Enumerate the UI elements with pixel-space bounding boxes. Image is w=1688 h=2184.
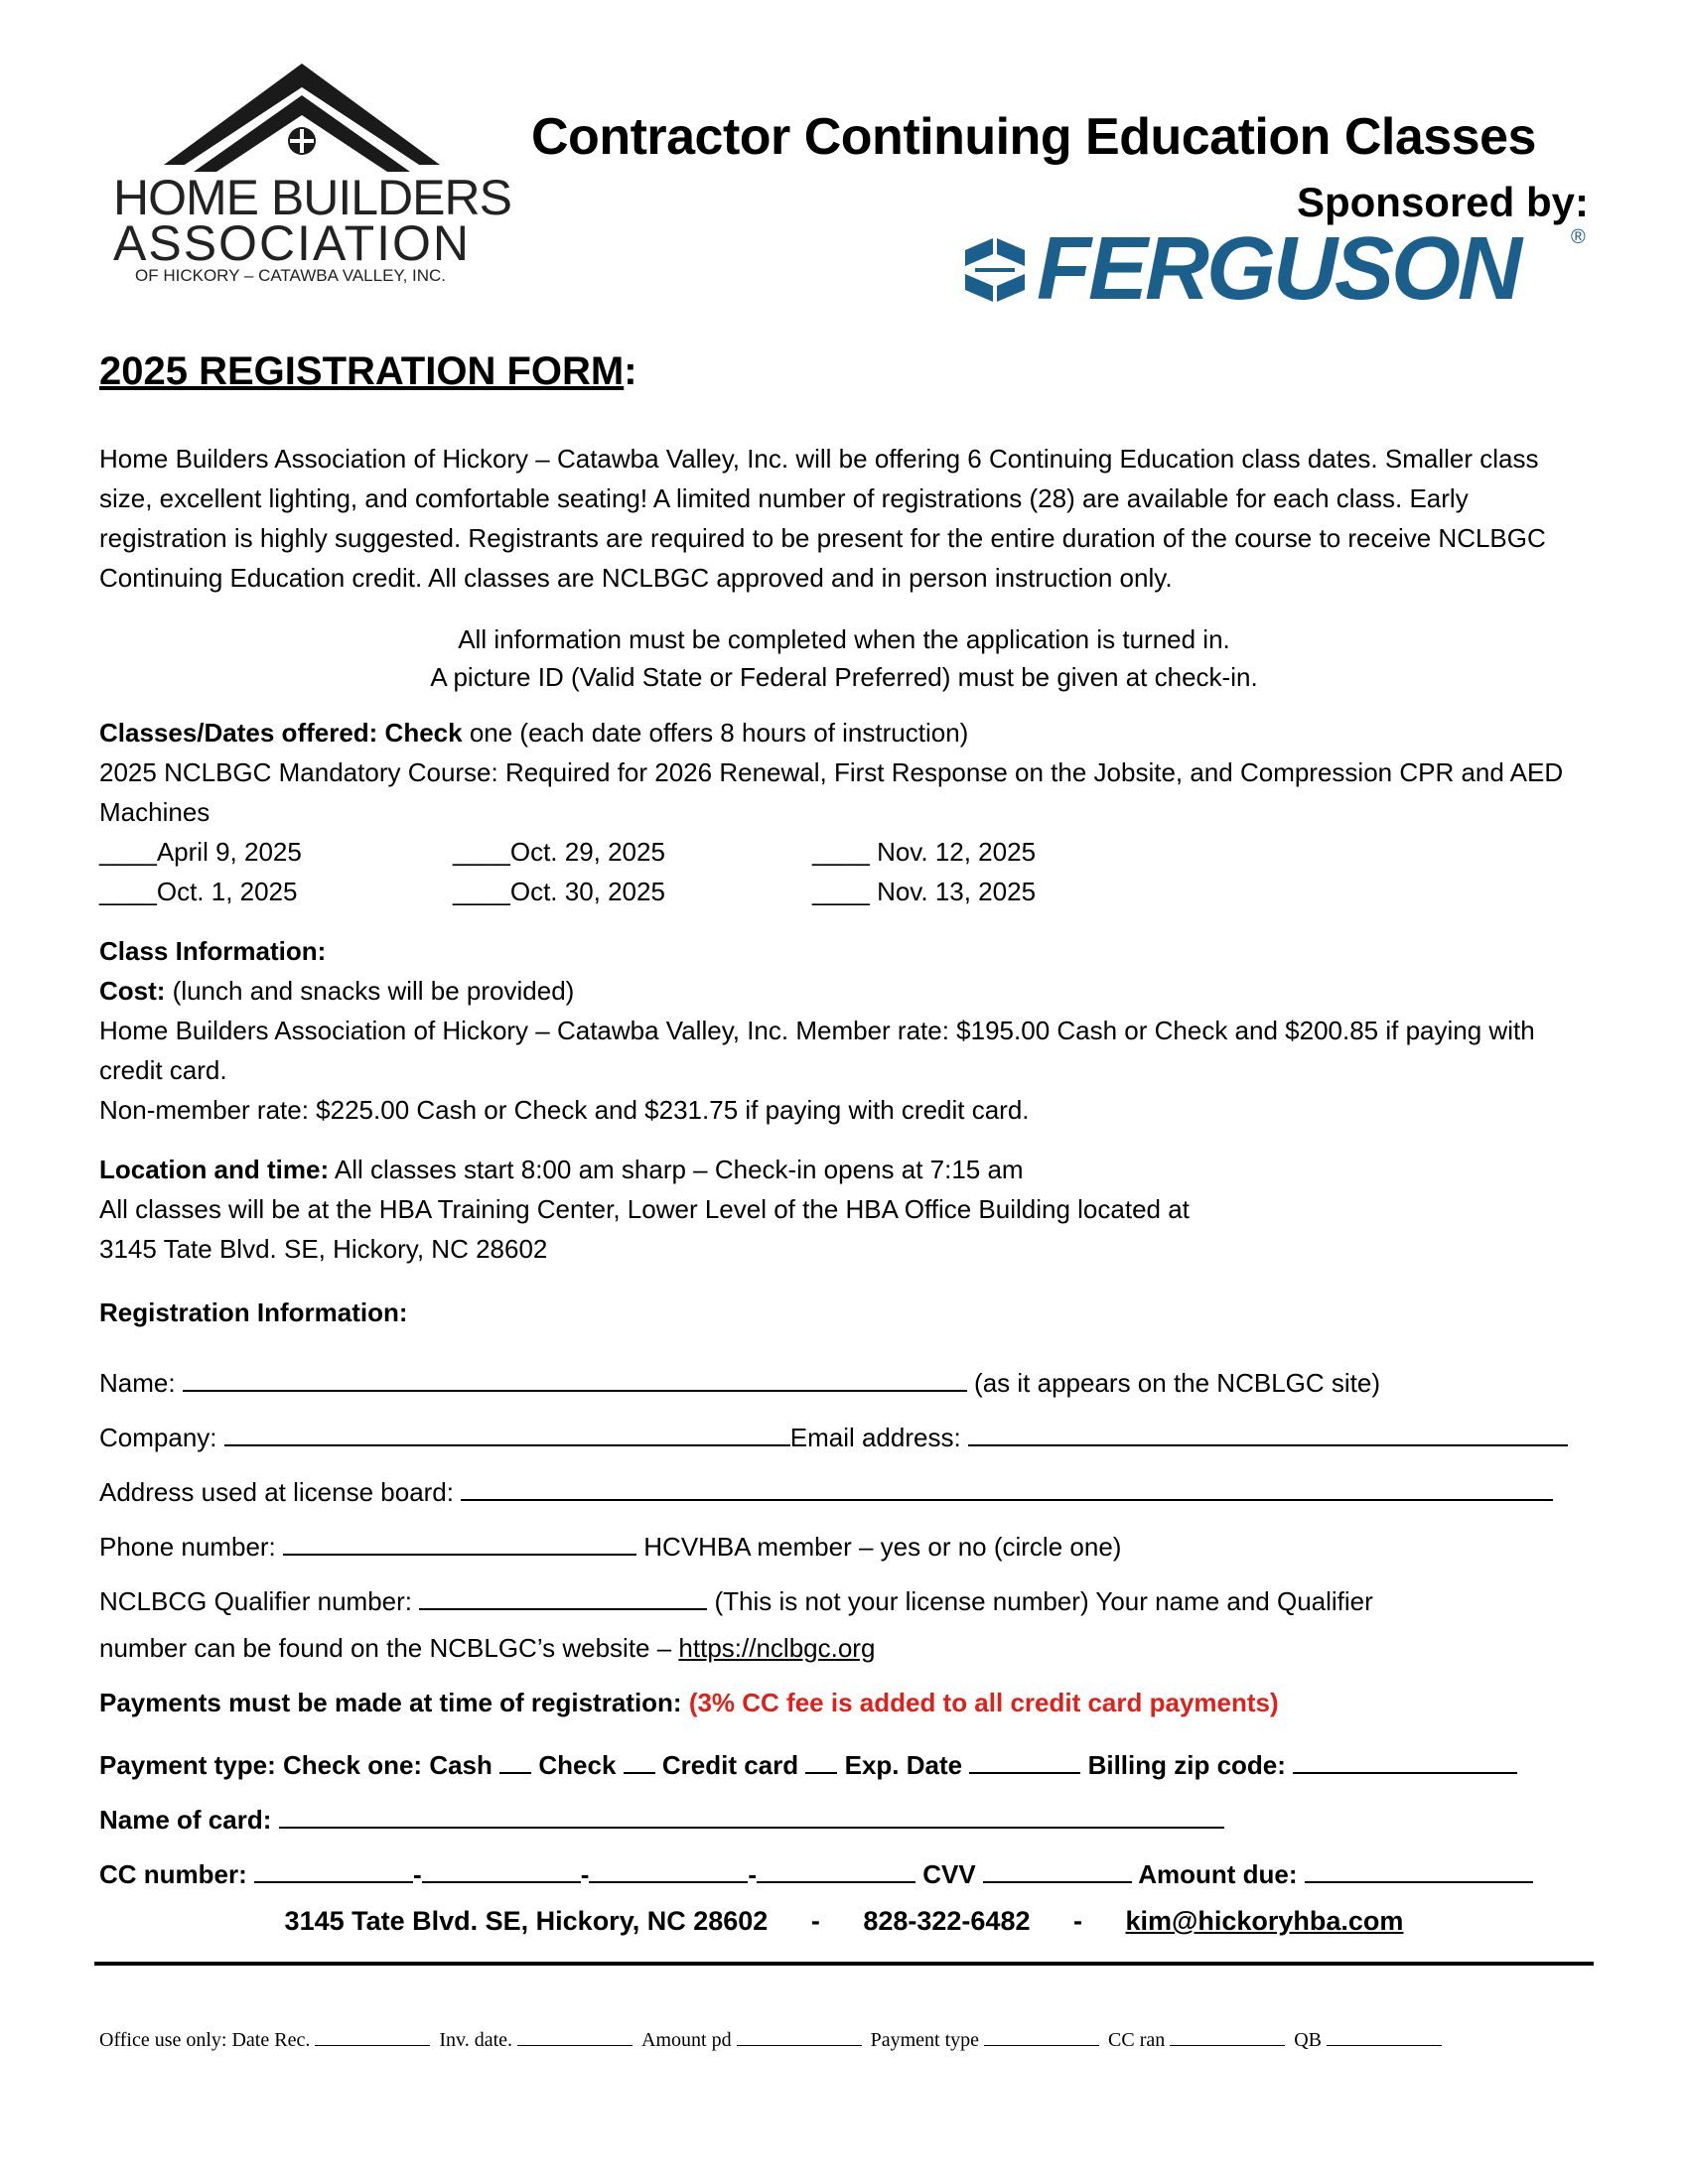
cvv-field[interactable] <box>983 1851 1132 1883</box>
course-description: 2025 NCLBGC Mandatory Course: Required for 2026 Renewal, First Response on the Jobsite, and Compression CPR and AED Machines <box>99 757 1564 827</box>
address-field[interactable] <box>461 1469 1553 1501</box>
office-qb-field[interactable] <box>1327 2025 1442 2046</box>
logo-line3: OF HICKORY – CATAWBA VALLEY, INC. <box>135 266 447 285</box>
office-ptype-field[interactable] <box>984 2025 1099 2046</box>
check-field[interactable] <box>624 1742 655 1774</box>
office-date-label: Office use only: Date Rec. <box>99 2029 311 2051</box>
nonmember-rate: Non-member rate: $225.00 Cash or Check and $231.75 if paying with credit card. <box>99 1095 1030 1125</box>
form-title <box>99 349 637 394</box>
date-option[interactable]: ____Oct. 1, 2025 <box>99 877 298 906</box>
cc-row <box>99 1851 1533 1890</box>
cost-line <box>99 971 574 1011</box>
office-inv-label: Inv. date. <box>439 2029 513 2051</box>
qualifier-line2: number can be found on the NCBLGC’s website – <box>99 1633 679 1663</box>
member-rate: Home Builders Association of Hickory – Catawba Valley, Inc. Member rate: $195.00 Cash or Check and $200.85 if paying with credit card. <box>99 1016 1535 1085</box>
ferguson-logo <box>955 219 1591 319</box>
office-qb-label: QB <box>1294 2029 1323 2051</box>
cc-field-1[interactable] <box>254 1851 413 1883</box>
cc-field-3[interactable] <box>589 1851 748 1883</box>
email-label: Email address: <box>789 1423 961 1452</box>
cc-dash: - <box>413 1859 422 1889</box>
cost-note: (lunch and snacks will be provided) <box>165 976 575 1006</box>
nclbgc-link[interactable]: https://nclbgc.org <box>678 1633 876 1663</box>
payment-type-label: Payment type: Check one: Cash <box>99 1750 492 1780</box>
address-row <box>99 1469 1553 1508</box>
intro-paragraph: Home Builders Association of Hickory – Catawba Valley, Inc. will be offering 6 Continuing Education class dates. Smaller class size, excellent lighting, and comfortable seating! A limited number of registrations (28) are available for each class. Early registration is highly suggested. Registrants are required to be present for the entire duration of the course to receive NCLBGC Continuing Education credit. All classes are NCLBGC approved and in person instruction only. <box>99 444 1546 593</box>
ferguson-mark-icon <box>955 230 1035 310</box>
office-cc-field[interactable] <box>1170 2025 1285 2046</box>
cash-field[interactable] <box>499 1742 531 1774</box>
ferguson-registered: ® <box>1571 226 1586 248</box>
payment-type-row <box>99 1742 1517 1781</box>
location-label: Location and time: <box>99 1155 330 1184</box>
qualifier-label: NCLBCG Qualifier number: <box>99 1586 412 1616</box>
location-time: All classes start 8:00 am sharp – Check-in opens at 7:15 am <box>329 1155 1024 1184</box>
classes-label-rest: one (each date offers 8 hours of instruction) <box>462 718 969 748</box>
amount-due-field[interactable] <box>1305 1851 1533 1883</box>
class-info-heading: Class Information: <box>99 936 327 966</box>
date-option[interactable]: ____Oct. 29, 2025 <box>453 837 665 867</box>
credit-label: Credit card <box>661 1750 799 1780</box>
date-option[interactable]: ____ Nov. 13, 2025 <box>812 877 1037 906</box>
phone-label: Phone number: <box>99 1532 276 1562</box>
hba-logo <box>109 58 511 296</box>
footer-sep: - <box>810 1906 820 1936</box>
office-inv-field[interactable] <box>517 2025 633 2046</box>
date-option[interactable]: ____ Nov. 12, 2025 <box>812 837 1037 867</box>
logo-line2: ASSOCIATION <box>113 215 472 271</box>
classes-label: Classes/Dates offered: Check <box>99 718 463 748</box>
form-title-text: 2025 REGISTRATION FORM <box>99 349 625 393</box>
company-label: Company: <box>99 1423 217 1452</box>
notice-line2: A picture ID (Valid State or Federal Preferred) must be given at check-in. <box>430 662 1258 692</box>
footer-divider <box>94 1962 1594 1966</box>
card-name-label: Name of card: <box>99 1805 272 1835</box>
cc-dash: - <box>748 1859 758 1889</box>
cc-number-label: CC number: <box>99 1859 247 1889</box>
qualifier-note: (This is not your license number) Your name and Qualifier <box>714 1586 1373 1616</box>
location-address: 3145 Tate Blvd. SE, Hickory, NC 28602 <box>99 1234 548 1264</box>
cost-label: Cost: <box>99 976 166 1006</box>
office-amount-label: Amount pd <box>641 2029 732 2051</box>
cvv-label: CVV <box>922 1859 976 1889</box>
payment-notice-row <box>99 1688 1279 1718</box>
date-option[interactable]: ____April 9, 2025 <box>99 837 302 867</box>
footer-contact <box>0 1906 1688 1937</box>
qualifier-field[interactable] <box>419 1578 707 1610</box>
office-date-field[interactable] <box>315 2025 430 2046</box>
footer-phone: 828-322-6482 <box>863 1906 1031 1936</box>
phone-field[interactable] <box>283 1524 636 1556</box>
cc-field-4[interactable] <box>757 1851 915 1883</box>
office-cc-label: CC ran <box>1108 2029 1166 2051</box>
sponsored-by-label: Sponsored by: <box>1296 179 1589 225</box>
email-field[interactable] <box>968 1415 1568 1446</box>
qualifier-row <box>99 1578 1373 1617</box>
check-label: Check <box>538 1750 617 1780</box>
registration-heading: Registration Information: <box>99 1297 408 1327</box>
classes-heading <box>99 713 968 752</box>
notice-line1: All information must be completed when the application is turned in. <box>458 624 1230 654</box>
location-line <box>99 1150 1024 1189</box>
footer-sep: - <box>1073 1906 1082 1936</box>
office-use-row <box>99 2025 1442 2052</box>
zip-label: Billing zip code: <box>1087 1750 1286 1780</box>
address-label: Address used at license board: <box>99 1477 454 1507</box>
zip-field[interactable] <box>1293 1742 1517 1774</box>
cc-field-2[interactable] <box>422 1851 581 1883</box>
amount-due-label: Amount due: <box>1138 1859 1298 1889</box>
ferguson-wordmark: FERGUSON <box>1037 219 1520 319</box>
exp-field[interactable] <box>969 1742 1080 1774</box>
cc-dash: - <box>580 1859 590 1889</box>
credit-field[interactable] <box>805 1742 837 1774</box>
form-title-colon: : <box>624 349 637 393</box>
name-label: Name: <box>99 1368 176 1398</box>
name-field[interactable] <box>183 1360 967 1392</box>
phone-row <box>99 1524 1121 1563</box>
company-row <box>99 1415 1568 1453</box>
fee-note: (3% CC fee is added to all credit card payments) <box>688 1688 1279 1717</box>
house-roof-icon <box>109 58 506 177</box>
name-note: (as it appears on the NCBLGC site) <box>974 1368 1381 1398</box>
footer-address: 3145 Tate Blvd. SE, Hickory, NC 28602 <box>284 1906 769 1936</box>
office-ptype-label: Payment type <box>870 2029 980 2051</box>
page-title: Contractor Continuing Education Classes <box>531 108 1536 166</box>
member-question[interactable]: HCVHBA member – yes or no (circle one) <box>643 1532 1122 1562</box>
exp-label: Exp. Date <box>844 1750 963 1780</box>
name-row <box>99 1360 1380 1399</box>
payment-notice: Payments must be made at time of registration: <box>99 1688 689 1717</box>
company-field[interactable] <box>224 1415 790 1446</box>
footer-email[interactable]: kim@hickoryhba.com <box>1125 1906 1404 1936</box>
date-option[interactable]: ____Oct. 30, 2025 <box>453 877 665 906</box>
qualifier-row2 <box>99 1633 875 1664</box>
card-name-field[interactable] <box>279 1797 1224 1829</box>
logo-line1: HOME BUILDERS <box>113 170 511 225</box>
location-line2: All classes will be at the HBA Training Center, Lower Level of the HBA Office Building located at <box>99 1194 1190 1224</box>
office-amount-field[interactable] <box>737 2025 862 2046</box>
card-name-row <box>99 1797 1224 1836</box>
